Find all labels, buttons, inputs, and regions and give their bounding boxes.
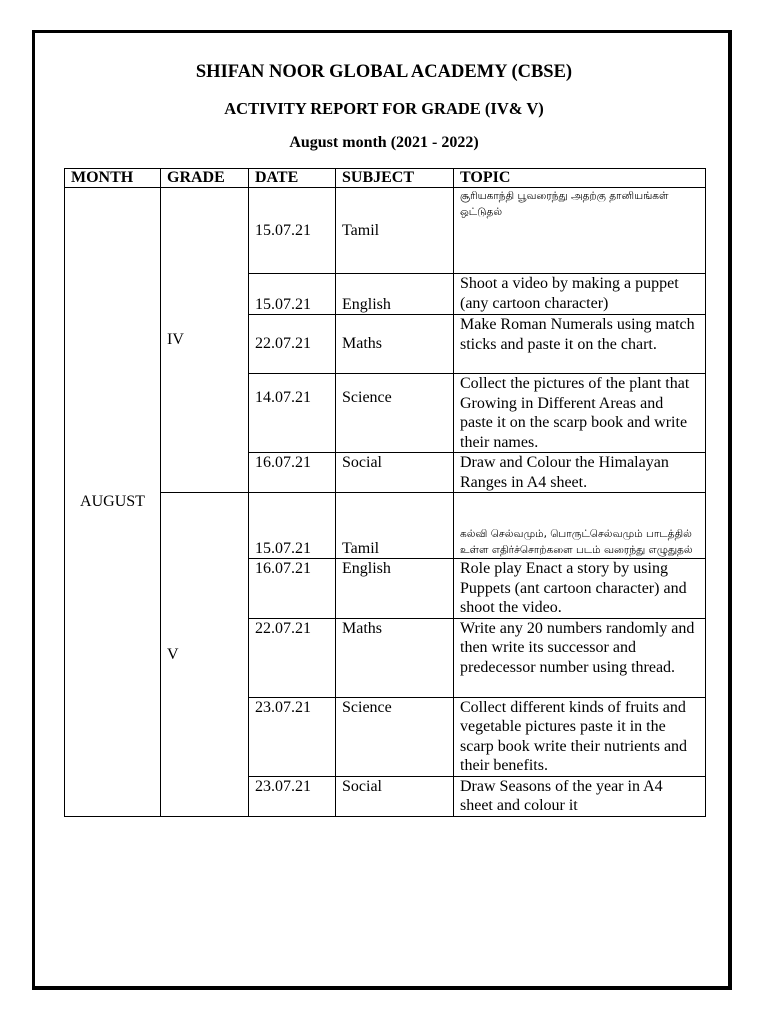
subject-cell: Social	[336, 776, 454, 816]
table-header-row	[65, 169, 706, 188]
topic-cell: Shoot a video by making a puppet (any cartoon character)	[454, 274, 706, 315]
column-header-month: MONTH	[65, 169, 161, 188]
activity-table	[64, 168, 706, 817]
subject-cell: Maths	[336, 618, 454, 697]
month-cell: AUGUST	[65, 188, 161, 817]
date-cell: 22.07.21	[249, 618, 336, 697]
date-cell: 15.07.21	[249, 493, 336, 559]
date-cell: 15.07.21	[249, 188, 336, 274]
date-cell: 16.07.21	[249, 559, 336, 619]
topic-cell: Collect different kinds of fruits and vegetable pictures paste it in the scarp book write their nutrients and their benefits.	[454, 697, 706, 776]
school-name: SHIFAN NOOR GLOBAL ACADEMY (CBSE)	[195, 62, 573, 82]
date-cell: 23.07.21	[249, 776, 336, 816]
subject-cell: Social	[336, 453, 454, 493]
report-period: August month (2021 - 2022)	[289, 134, 479, 151]
subject-cell: English	[336, 559, 454, 619]
table-row	[65, 188, 706, 274]
topic-cell: Draw and Colour the Himalayan Ranges in A4 sheet.	[454, 453, 706, 493]
topic-cell: Role play Enact a story by using Puppets (ant cartoon character) and shoot the video.	[454, 559, 706, 619]
topic-cell: Draw Seasons of the year in A4 sheet and colour it	[454, 776, 706, 816]
column-header-date: DATE	[249, 169, 336, 188]
date-cell: 14.07.21	[249, 374, 336, 453]
grade-cell-v: V	[161, 493, 249, 817]
subject-cell: Maths	[336, 315, 454, 374]
subject-cell: Science	[336, 374, 454, 453]
subject-cell: Science	[336, 697, 454, 776]
date-cell: 15.07.21	[249, 274, 336, 315]
topic-cell: Make Roman Numerals using match sticks and paste it on the chart.	[454, 315, 706, 374]
subject-cell: Tamil	[336, 493, 454, 559]
date-cell: 22.07.21	[249, 315, 336, 374]
topic-cell: கல்வி செல்வமும், பொருட்செல்வமும் பாடத்தில் உள்ள எதிர்ச்சொற்களை படம் வரைந்து எழுதுதல்	[454, 493, 706, 559]
column-header-subject: SUBJECT	[336, 169, 454, 188]
grade-cell-iv: IV	[161, 188, 249, 493]
report-title: ACTIVITY REPORT FOR GRADE (IV& V)	[224, 99, 544, 118]
date-cell: 23.07.21	[249, 697, 336, 776]
column-header-topic: TOPIC	[454, 169, 706, 188]
subject-cell: English	[336, 274, 454, 315]
table-row	[65, 493, 706, 559]
topic-cell: சூரியகாந்தி பூவரைந்து அதற்கு தானியங்கள் ஒட்டுதல்	[454, 188, 706, 274]
column-header-grade: GRADE	[161, 169, 249, 188]
date-cell: 16.07.21	[249, 453, 336, 493]
topic-cell: Write any 20 numbers randomly and then write its successor and predecessor number using thread.	[454, 618, 706, 697]
subject-cell: Tamil	[336, 188, 454, 274]
topic-cell: Collect the pictures of the plant that Growing in Different Areas and paste it on the scarp book and write their names.	[454, 374, 706, 453]
